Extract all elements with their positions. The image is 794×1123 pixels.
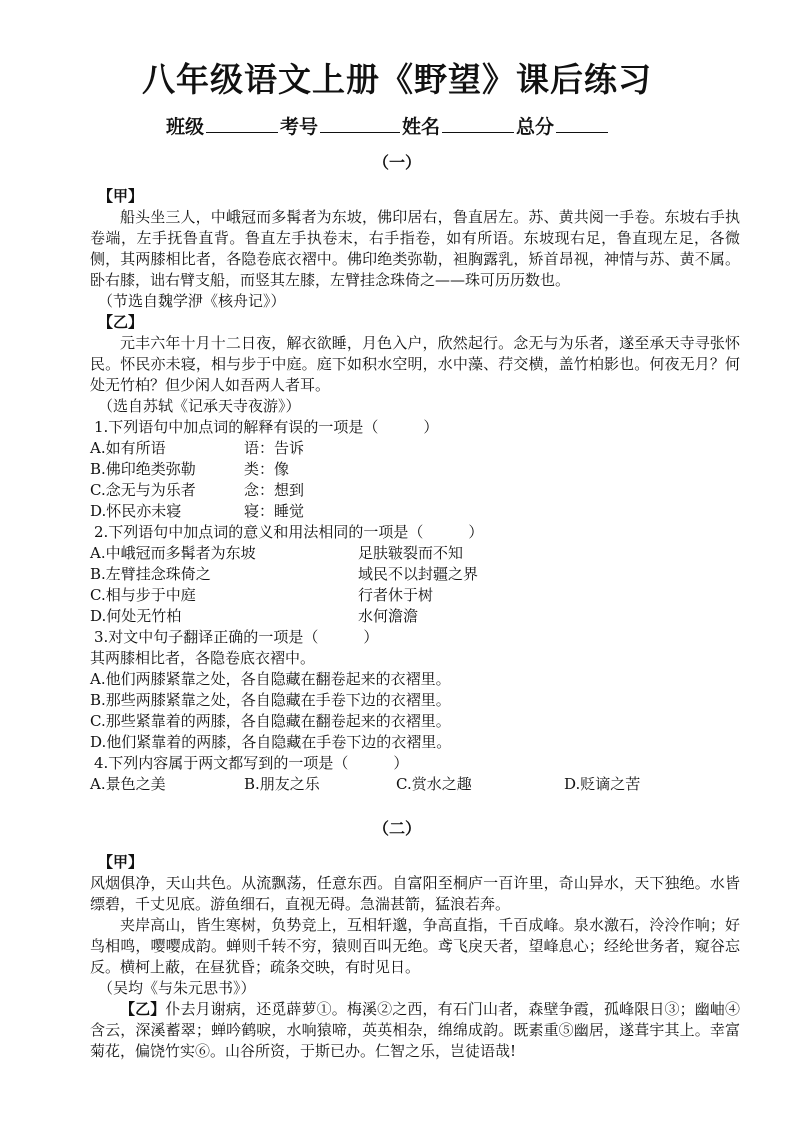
q2-option-a[interactable]: A.中峨冠而多髯者为东坡 足肤皲裂而不知 bbox=[90, 544, 464, 562]
q2-option-d[interactable]: D.何处无竹柏 水何澹澹 bbox=[90, 607, 419, 625]
q2-option-b[interactable]: B.左臂挂念珠倚之 域民不以封疆之界 bbox=[90, 565, 479, 583]
exam-no-label: 考号 bbox=[280, 116, 319, 138]
passage1-jia-label: 【甲】 bbox=[98, 187, 144, 205]
q3-option-a[interactable]: A.他们两膝紧靠之处，各自隐藏在翻卷起来的衣褶里。 bbox=[90, 670, 451, 688]
passage1-yi-text: 元丰六年十月十二日夜，解衣欲睡，月色入户，欣然起行。念无与为乐者，遂至承天寺寻张怀民。怀民亦未寝，相与步于中庭。庭下如积水空明，水中藻、荇交横，盖竹柏影也。何夜无月？何处无竹柏？但少闲人如吾两人者耳。 bbox=[90, 334, 740, 394]
passage2-jia-source: （吴均《与朱元思书》） bbox=[98, 979, 256, 997]
question-1-stem: 1.下列语句中加点词的解释有误的一项是（ ） bbox=[94, 418, 439, 436]
section-one-title: （一） bbox=[372, 153, 421, 172]
passage2-yi-text: 仆去月谢病，还觅薜萝①。梅溪②之西，有石门山者，森壁争霞，孤峰限日③；幽岫④含云，深溪蓄翠；蝉吟鹤唳，水响猿啼，英英相杂，绵绵成韵。既素重⑤幽居，遂葺宇其上。幸富菊花，偏饶竹实⑥。山谷所资，于斯已办。仁智之乐，岂徒语哉! bbox=[90, 1000, 740, 1060]
class-blank[interactable] bbox=[206, 112, 278, 133]
q1-option-d[interactable]: D.怀民亦未寝 寝：睡觉 bbox=[90, 502, 305, 520]
question-2-stem: 2.下列语句中加点词的意义和用法相同的一项是（ ） bbox=[94, 523, 484, 541]
passage2-jia-p1: 风烟俱净，天山共色。从流飘荡，任意东西。自富阳至桐庐一百许里，奇山异水，天下独绝。水皆缥碧，千丈见底。游鱼细石，直视无碍。急湍甚箭，猛浪若奔。 bbox=[90, 874, 740, 913]
class-label: 班级 bbox=[166, 116, 205, 138]
passage1-yi-label: 【乙】 bbox=[98, 313, 144, 331]
passage2-yi bbox=[90, 999, 740, 1062]
question-3-sentence: 其两膝相比者，各隐卷底衣褶中。 bbox=[90, 649, 316, 667]
page-title: 八年级语文上册《野望》课后练习 bbox=[142, 60, 652, 99]
passage2-yi-label: 【乙】 bbox=[120, 1000, 166, 1018]
q3-option-d[interactable]: D.他们紧靠着的两膝，各自隐藏在手卷下边的衣褶里。 bbox=[90, 733, 452, 751]
passage1-jia-source: （节选自魏学洢《核舟记》） bbox=[98, 292, 286, 310]
question-4-stem: 4.下列内容属于两文都写到的一项是（ ） bbox=[94, 754, 409, 772]
section-two-content bbox=[90, 852, 740, 1062]
name-blank[interactable] bbox=[442, 112, 514, 133]
section-one-content bbox=[90, 186, 740, 795]
passage2-jia-label: 【甲】 bbox=[98, 853, 144, 871]
passage1-jia-text: 船头坐三人，中峨冠而多髯者为东坡，佛印居右，鲁直居左。苏、黄共阅一手卷。东坡右手执卷端，左手抚鲁直背。鲁直左手执卷末，右手指卷，如有所语。东坡现右足，鲁直现左足，各微侧，其两膝相比者，各隐卷底衣褶中。佛印绝类弥勒，袒胸露乳，矫首昂视，神情与苏、黄不属。卧右膝，诎右臂支船，而竖其左膝，左臂挂念珠倚之——珠可历历数也。 bbox=[90, 208, 740, 289]
q2-option-c[interactable]: C.相与步于中庭 行者休于树 bbox=[90, 586, 434, 604]
q1-option-b[interactable]: B.佛印绝类弥勒 类：像 bbox=[90, 460, 290, 478]
q4-option-b[interactable]: B.朋友之乐 bbox=[244, 775, 320, 793]
q1-option-c[interactable]: C.念无与为乐者 念：想到 bbox=[90, 481, 305, 499]
score-blank[interactable] bbox=[556, 112, 608, 133]
q1-option-a[interactable]: A.如有所语 语：告诉 bbox=[90, 439, 305, 457]
name-label: 姓名 bbox=[402, 116, 441, 138]
passage2-jia-p2: 夹岸高山，皆生寒树，负势竞上，互相轩邈，争高直指，千百成峰。泉水激石，泠泠作响；好鸟相鸣，嘤嘤成韵。蝉则千转不穷，猿则百叫无绝。鸢飞戾天者，望峰息心；经纶世务者，窥谷忘反。横柯上蔽，在昼犹昏；疏条交映，有时见日。 bbox=[90, 916, 740, 976]
passage1-yi-source: （选自苏轼《记承天寺夜游》） bbox=[98, 397, 301, 415]
q4-option-a[interactable]: A.景色之美 bbox=[90, 775, 166, 793]
section-two-title: （二） bbox=[372, 819, 421, 838]
student-info-line bbox=[166, 112, 726, 140]
q3-option-b[interactable]: B.那些两膝紧靠之处，各自隐藏在手卷下边的衣褶里。 bbox=[90, 691, 451, 709]
q3-option-c[interactable]: C.那些紧靠着的两膝，各自隐藏在翻卷起来的衣褶里。 bbox=[90, 712, 451, 730]
q4-option-c[interactable]: C.赏水之趣 bbox=[396, 775, 472, 793]
exam-no-blank[interactable] bbox=[320, 112, 400, 133]
score-label: 总分 bbox=[516, 116, 555, 138]
question-3-stem: 3.对文中句子翻译正确的一项是（ ） bbox=[94, 628, 379, 646]
q4-options-row bbox=[90, 774, 740, 795]
q4-option-d[interactable]: D.贬谪之苦 bbox=[564, 775, 641, 793]
